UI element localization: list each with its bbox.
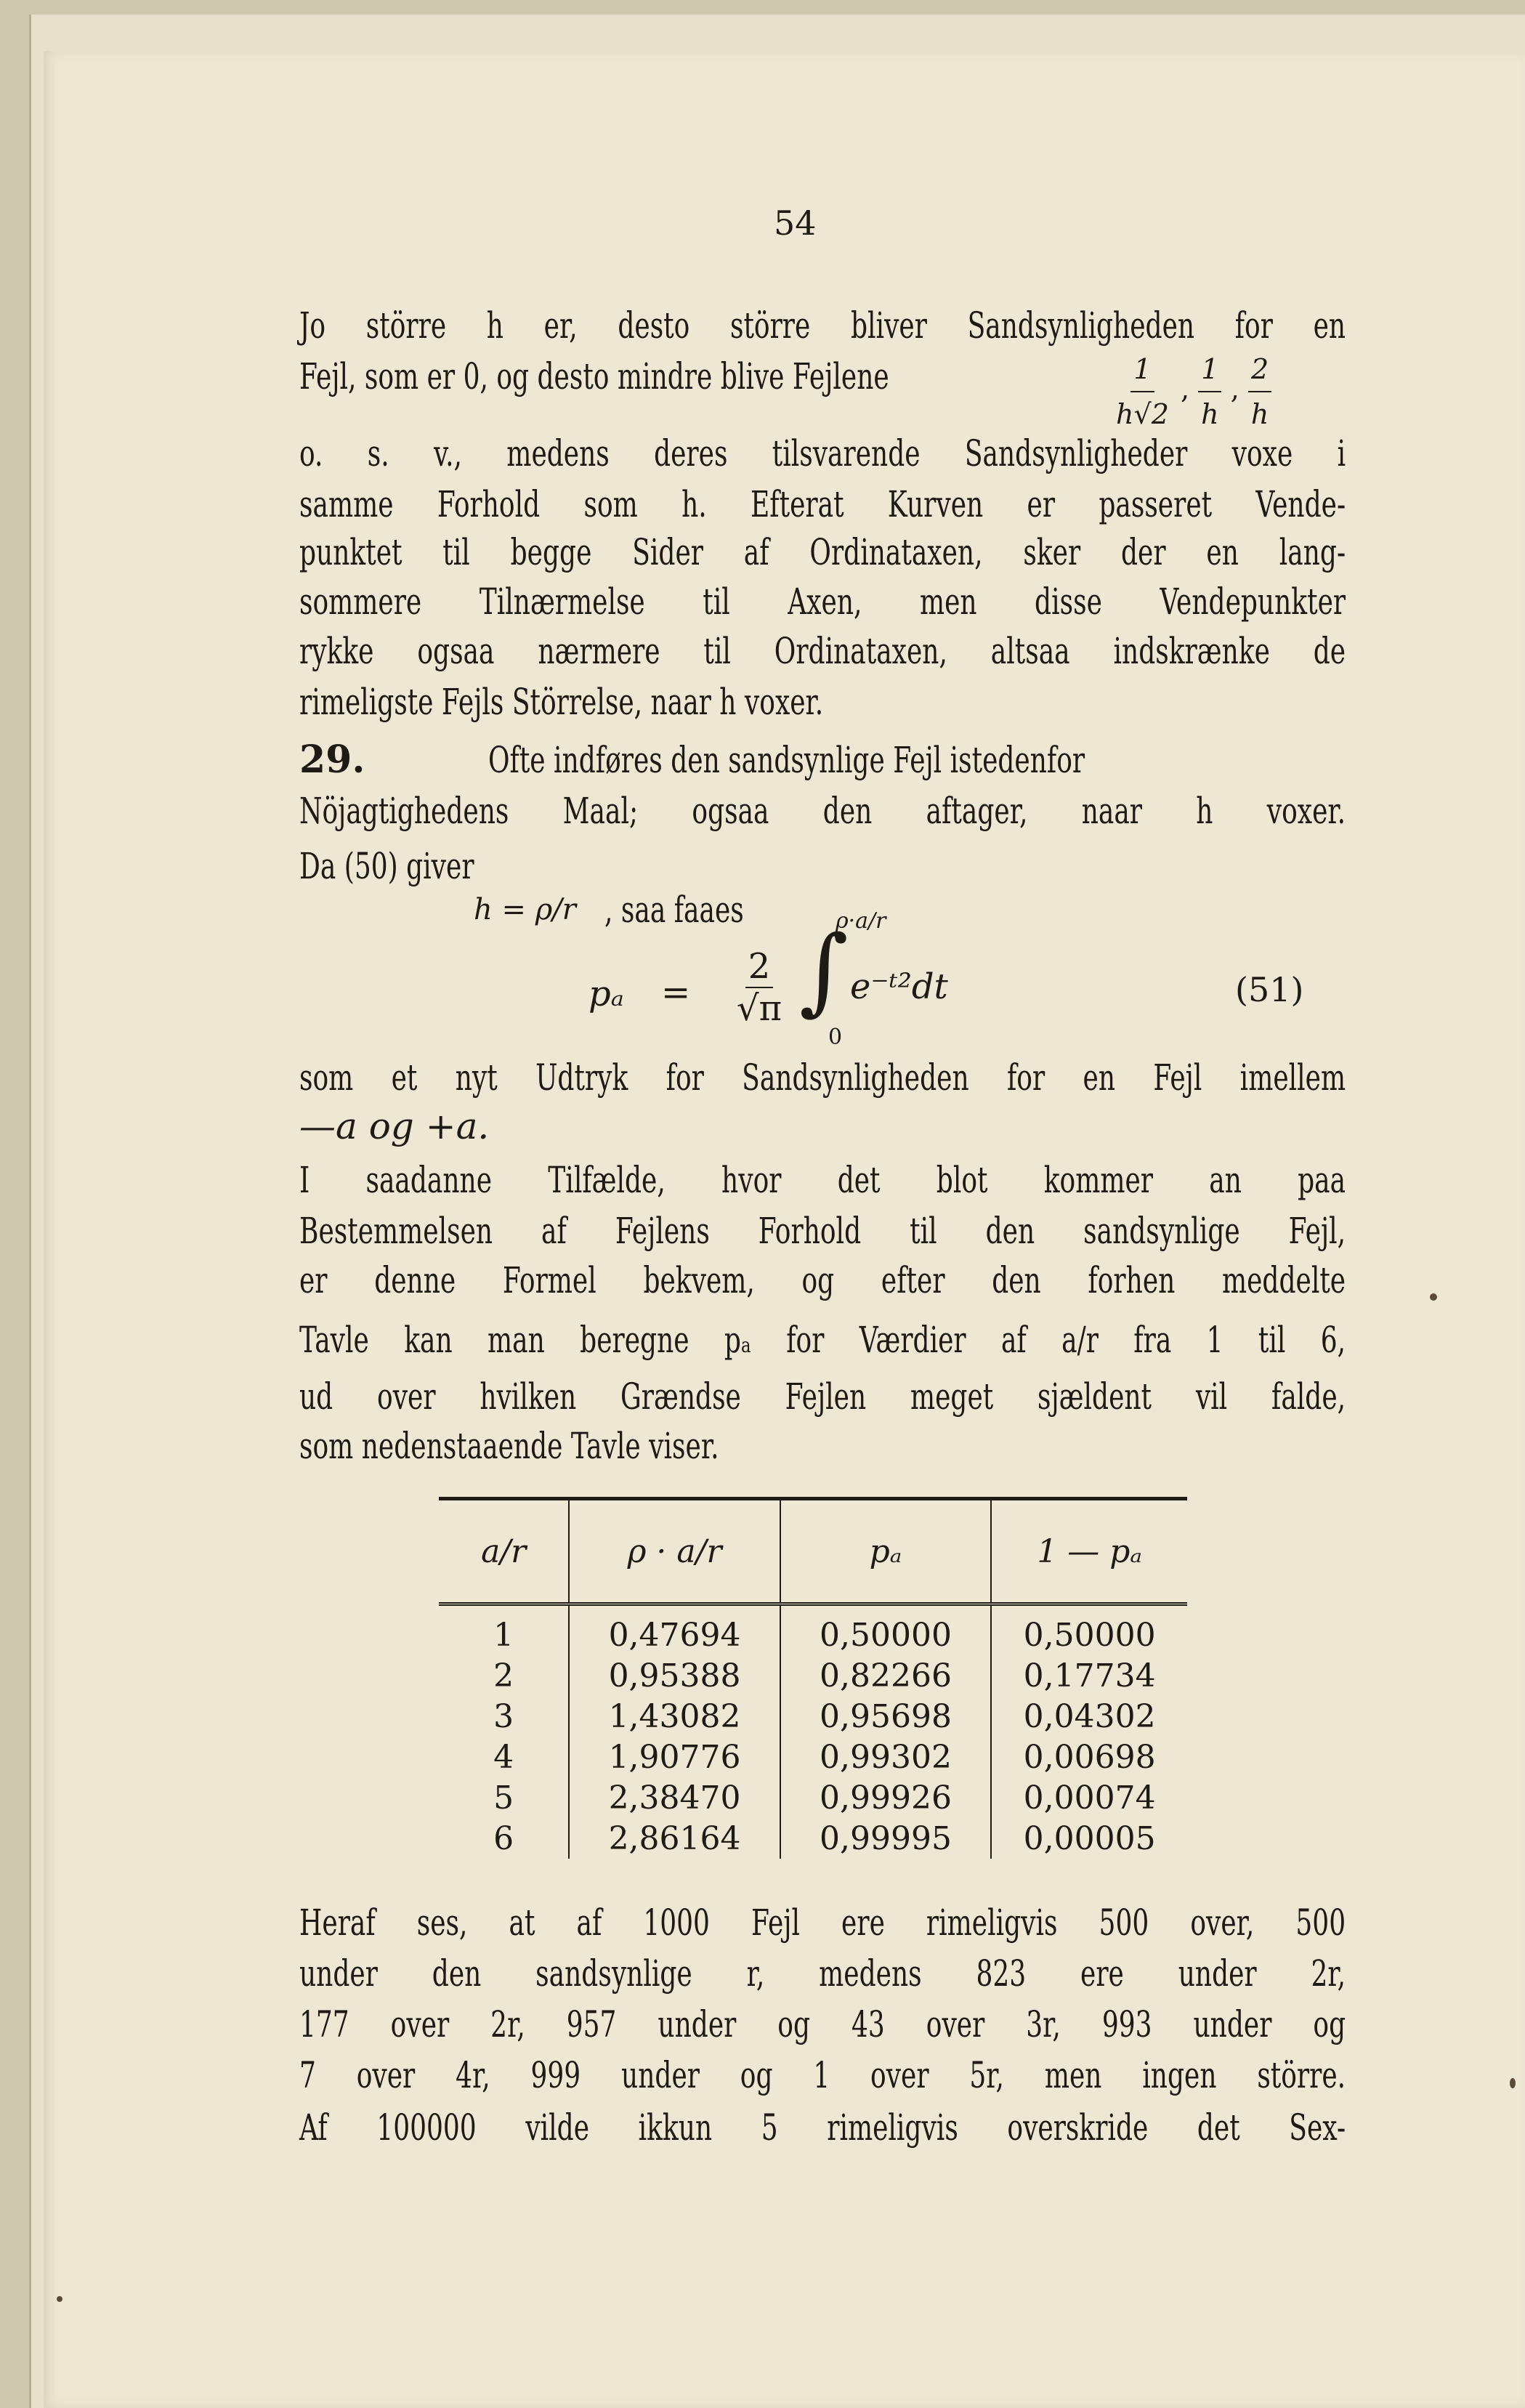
inline-formula: h = ρ/r xyxy=(474,893,576,926)
cell: 0,00005 xyxy=(991,1818,1187,1859)
table-row xyxy=(439,1777,1187,1818)
probability-table xyxy=(439,1497,1187,1889)
cell: 1 xyxy=(493,1616,514,1654)
cell: 0,99926 xyxy=(780,1777,991,1818)
cell: 6 xyxy=(493,1819,514,1857)
cell: 0,50000 xyxy=(780,1604,991,1656)
section-number: 29. xyxy=(299,738,365,782)
cell: 0,99995 xyxy=(780,1818,991,1859)
text-line: rimeligste Fejls Störrelse, naar h voxer. xyxy=(299,681,824,723)
text-line: Nöjagtighedens Maal; ogsaa den aftager, naar h voxer. xyxy=(299,790,1346,832)
cell: 1,90776 xyxy=(569,1737,780,1777)
integrand: e⁻ᵗ²dt xyxy=(850,966,948,1007)
lower-limit: 0 xyxy=(828,1025,843,1050)
text-line: 7 over 4r, 999 under og 1 over 5r, men ingen större. xyxy=(299,2054,1346,2096)
text-line: —a og +a. xyxy=(299,1105,490,1147)
cell: 0,95388 xyxy=(569,1655,780,1696)
cell: 2,38470 xyxy=(569,1777,780,1818)
table-row xyxy=(439,1655,1187,1696)
table-row xyxy=(439,1696,1187,1737)
cell: 1,43082 xyxy=(569,1696,780,1737)
text-line: Da (50) giver h = ρ/r , saa faaes xyxy=(299,845,744,931)
text-line: o. s. v., medens deres tilsvarende Sandsynligheder voxe i xyxy=(299,432,1346,474)
equation-label: (51) xyxy=(1235,970,1304,1009)
eq-equals: = xyxy=(661,972,691,1013)
fejlene-fractions: $\frac{1}{h√2}$ , $\frac{1}{h}$ , $\frac{2}{h}$ xyxy=(1113,347,1271,436)
cell: 4 xyxy=(493,1738,514,1776)
text-line: rykke ogsaa nærmere til Ordinataxen, altsaa indskrænke de xyxy=(299,630,1346,672)
page-number: 54 xyxy=(774,203,817,243)
eq-lhs: pₐ xyxy=(588,974,624,1014)
cell: 5 xyxy=(493,1779,514,1817)
eq-coefficient: $\frac{2}{√\pi}$ xyxy=(737,946,782,1029)
paper-speck xyxy=(57,2296,62,2302)
cell: 0,04302 xyxy=(991,1696,1187,1737)
cell: 3 xyxy=(493,1697,514,1735)
header-rho-a-over-r: ρ · a/r xyxy=(569,1499,780,1604)
text-line: Bestemmelsen af Fejlens Forhold til den sandsynlige Fejl, xyxy=(299,1210,1346,1252)
cell: 0,00074 xyxy=(991,1777,1187,1818)
fraction: $\frac{1}{h√2}$ xyxy=(1113,347,1172,436)
text-line: Tavle kan man beregne pₐ for Værdier af a/r fra 1 til 6, xyxy=(299,1319,1346,1361)
section-29-line-1: 29. Ofte indføres den sandsynlige Fejl istedenfor xyxy=(299,738,1085,782)
text-line: under den sandsynlige r, medens 823 ere under 2r, xyxy=(299,1952,1346,1995)
paper-speck xyxy=(1510,2078,1516,2088)
fraction: $\frac{2}{h}$ xyxy=(1248,347,1271,436)
paper-speck xyxy=(1430,1293,1437,1301)
cell: 0,47694 xyxy=(569,1604,780,1656)
cell: 0,50000 xyxy=(991,1604,1187,1656)
table-row xyxy=(439,1818,1187,1859)
text-line: 177 over 2r, 957 under og 43 over 3r, 993 under og xyxy=(299,2003,1346,2045)
text-line: ud over hvilken Grændse Fejlen meget sjældent vil falde, xyxy=(299,1375,1346,1418)
header-p-a: pₐ xyxy=(780,1499,991,1604)
header-a-over-r: a/r xyxy=(481,1532,527,1570)
text-line: I saadanne Tilfælde, hvor det blot kommer an paa xyxy=(299,1159,1346,1201)
cell: 0,95698 xyxy=(780,1696,991,1737)
text-line: Jo större h er, desto större bliver Sandsynligheden for en xyxy=(299,304,1346,347)
table-header-row xyxy=(439,1499,1187,1604)
integral-sign: ∫ xyxy=(799,915,849,1025)
text-line: som nedenstaaende Tavle viser. xyxy=(299,1425,719,1467)
text-line: som et nyt Udtryk for Sandsynligheden for en Fejl imellem xyxy=(299,1056,1346,1099)
text-line: Heraf ses, at af 1000 Fejl ere rimeligvis 500 over, 500 xyxy=(299,1902,1346,1944)
text-line: samme Forhold som h. Efterat Kurven er passeret Vende- xyxy=(299,483,1346,525)
fraction: $\frac{1}{h}$ xyxy=(1198,347,1221,436)
cell: 0,17734 xyxy=(991,1655,1187,1696)
cell: 0,99302 xyxy=(780,1737,991,1777)
header-one-minus-p-a: 1 — pₐ xyxy=(991,1499,1187,1604)
cell: 0,00698 xyxy=(991,1737,1187,1777)
upper-limit: ρ·a/r xyxy=(836,908,886,934)
text-line: punktet til begge Sider af Ordinataxen, sker der en lang- xyxy=(299,531,1346,573)
table-row xyxy=(439,1604,1187,1656)
cell: 2 xyxy=(493,1657,514,1694)
cell: 0,82266 xyxy=(780,1655,991,1696)
text-line: Fejl, som er 0, og desto mindre blive Fejlene $\frac{1}{h√2}$ , $\frac{1}{h}$ , $\frac{2}{h}$ xyxy=(299,355,1346,398)
table-row xyxy=(439,1737,1187,1777)
text-line: er denne Formel bekvem, og efter den forhen meddelte xyxy=(299,1259,1346,1301)
text-line: sommere Tilnærmelse til Axen, men disse Vendepunkter xyxy=(299,581,1346,623)
text-line: Af 100000 vilde ikkun 5 rimeligvis overskride det Sex- xyxy=(299,2106,1346,2149)
cell: 2,86164 xyxy=(569,1818,780,1859)
